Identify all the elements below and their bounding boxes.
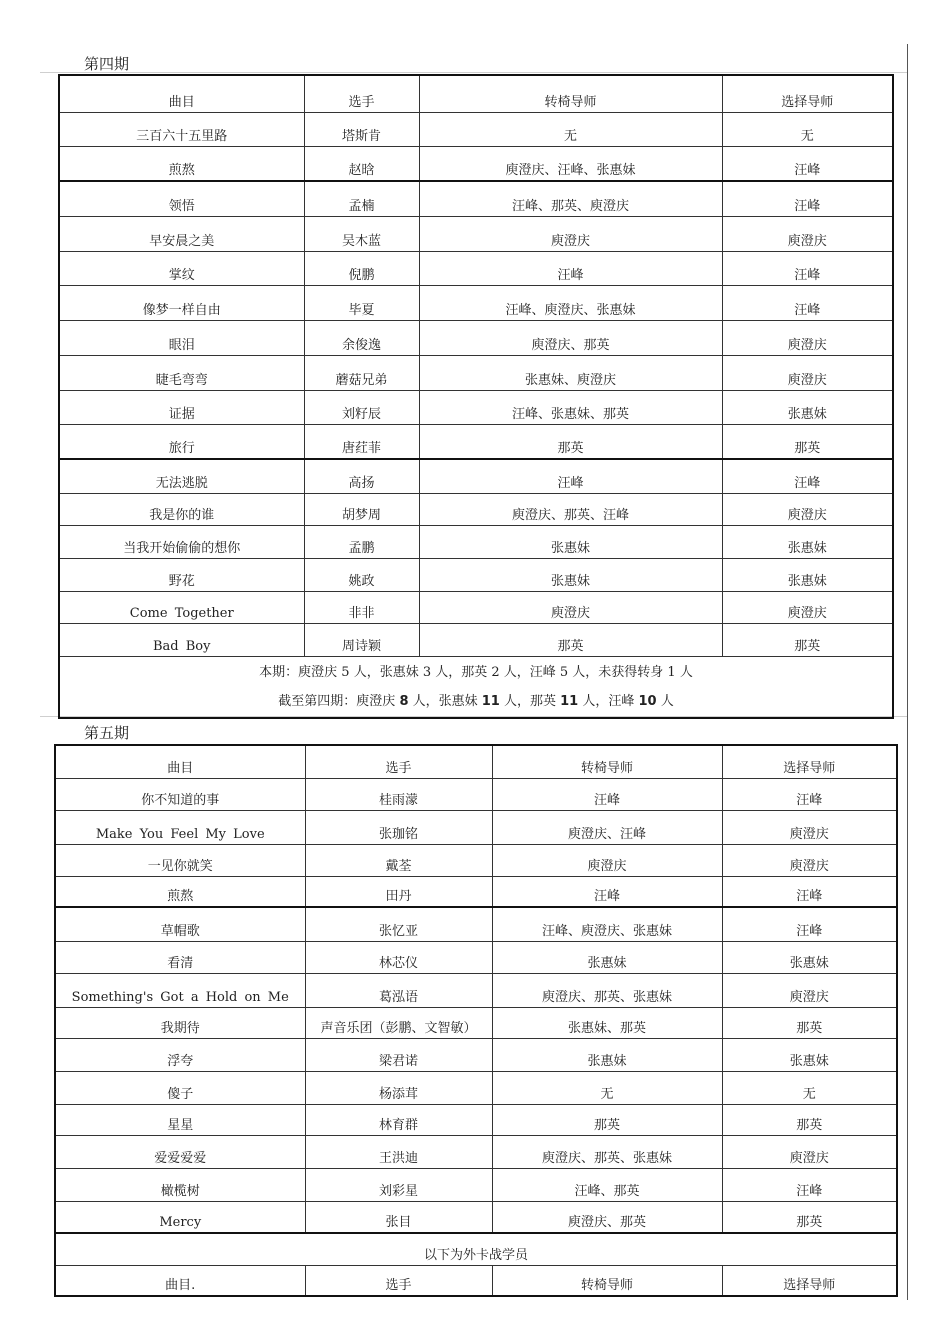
table-row (55, 844, 897, 876)
chosen-mentor-cell: 选择导师 (722, 745, 897, 778)
song-cell: 无法逃脱 (59, 459, 304, 493)
song-cell: 煎熬 (59, 146, 304, 181)
wildcard-header-row (55, 1265, 897, 1296)
summary-count: 8 (399, 693, 409, 709)
summary-text: 截至第四期：庾澄庆 (278, 693, 400, 709)
table-row (55, 1071, 897, 1104)
contestant-cell: 林育群 (305, 1104, 492, 1135)
table-row (55, 973, 897, 1007)
contestant-cell: 蘑菇兄弟 (304, 355, 419, 390)
table-row (59, 181, 893, 216)
wildcard-label-row (55, 1233, 897, 1265)
table-row (59, 112, 893, 146)
table-row (55, 1007, 897, 1038)
turned-mentors-cell: 汪峰 (419, 459, 722, 493)
turned-mentors-cell: 那英 (492, 1104, 722, 1135)
contestant-cell: 塔斯肯 (304, 112, 419, 146)
chosen-mentor-cell: 选择导师 (722, 1265, 897, 1296)
chosen-mentor-cell: 选择导师 (722, 75, 893, 112)
song-cell: 草帽歌 (55, 907, 305, 941)
contestant-cell: 桂雨濛 (305, 778, 492, 810)
summary-text: 人 (656, 693, 674, 709)
contestant-cell: 梁君诺 (305, 1038, 492, 1071)
chosen-mentor-cell: 那英 (722, 424, 893, 459)
song-cell: 橄榄树 (55, 1168, 305, 1201)
chosen-mentor-cell: 汪峰 (722, 778, 897, 810)
contestant-cell: 吴木蓝 (304, 216, 419, 251)
contestant-cell: 杨添茸 (305, 1071, 492, 1104)
turned-mentors-cell: 张惠妹 (492, 941, 722, 973)
song-cell: 像梦一样自由 (59, 285, 304, 320)
table-row (59, 320, 893, 355)
song-cell: 我是你的谁 (59, 493, 304, 525)
contestant-cell: 刘籽辰 (304, 390, 419, 424)
summary-this-episode: 本期：庾澄庆 5 人，张惠妹 3 人，那英 2 人，汪峰 5 人，未获得转身 1 人 (259, 664, 693, 680)
song-cell: 早安晨之美 (59, 216, 304, 251)
turned-mentors-cell: 庾澄庆、那英、张惠妹 (492, 973, 722, 1007)
table-row (59, 558, 893, 591)
table-row (59, 216, 893, 251)
table-row (59, 459, 893, 493)
contestant-cell: 赵晗 (304, 146, 419, 181)
song-cell: 曲目. (55, 1265, 305, 1296)
turned-mentors-cell: 张惠妹 (492, 1038, 722, 1071)
contestant-cell: 唐荭菲 (304, 424, 419, 459)
summary-row (59, 656, 893, 718)
episode-4-table (58, 74, 894, 719)
turned-mentors-cell: 无 (419, 112, 722, 146)
contestant-cell: 张忆亚 (305, 907, 492, 941)
song-cell: Bad Boy (59, 623, 304, 656)
song-cell: 煎熬 (55, 876, 305, 907)
song-cell: Come Together (59, 591, 304, 623)
chosen-mentor-cell: 张惠妹 (722, 525, 893, 558)
episode-5-table (54, 744, 898, 1297)
chosen-mentor-cell: 那英 (722, 623, 893, 656)
song-cell: 一见你就笑 (55, 844, 305, 876)
turned-mentors-cell: 转椅导师 (419, 75, 722, 112)
table-row (55, 1038, 897, 1071)
table-row (59, 355, 893, 390)
table-row (59, 251, 893, 285)
table-row (59, 525, 893, 558)
chosen-mentor-cell: 庾澄庆 (722, 1135, 897, 1168)
chosen-mentor-cell: 庾澄庆 (722, 493, 893, 525)
contestant-cell: 姚政 (304, 558, 419, 591)
summary-cell (59, 656, 893, 718)
contestant-cell: 高扬 (304, 459, 419, 493)
turned-mentors-cell: 汪峰、庾澄庆、张惠妹 (492, 907, 722, 941)
contestant-cell: 刘彩星 (305, 1168, 492, 1201)
page-edge-line (907, 44, 908, 1300)
contestant-cell: 戴荃 (305, 844, 492, 876)
contestant-cell: 葛泓语 (305, 973, 492, 1007)
contestant-cell: 毕夏 (304, 285, 419, 320)
table-header-row (55, 745, 897, 778)
song-cell: 掌纹 (59, 251, 304, 285)
table-row (59, 591, 893, 623)
turned-mentors-cell: 无 (492, 1071, 722, 1104)
table-row (59, 493, 893, 525)
contestant-cell: 选手 (305, 745, 492, 778)
chosen-mentor-cell: 庾澄庆 (722, 355, 893, 390)
song-cell: 我期待 (55, 1007, 305, 1038)
chosen-mentor-cell: 庾澄庆 (722, 320, 893, 355)
turned-mentors-cell: 汪峰、庾澄庆、张惠妹 (419, 285, 722, 320)
table-row (55, 1135, 897, 1168)
turned-mentors-cell: 庾澄庆 (419, 216, 722, 251)
summary-text: 人，那英 (499, 693, 561, 709)
contestant-cell: 张珈铭 (305, 810, 492, 844)
song-cell: Something's Got a Hold on Me (55, 973, 305, 1007)
song-cell: 傻子 (55, 1071, 305, 1104)
chosen-mentor-cell: 那英 (722, 1104, 897, 1135)
summary-count: 11 (560, 693, 579, 709)
song-cell: Make You Feel My Love (55, 810, 305, 844)
summary-count: 10 (638, 693, 657, 709)
table-row (55, 778, 897, 810)
table-row (59, 146, 893, 181)
turned-mentors-cell: 汪峰 (492, 778, 722, 810)
summary-text: 人，汪峰 (578, 693, 639, 709)
chosen-mentor-cell: 庾澄庆 (722, 973, 897, 1007)
song-cell: 你不知道的事 (55, 778, 305, 810)
summary-text: 人，张惠妹 (408, 693, 482, 709)
table-row (59, 623, 893, 656)
song-cell: 领悟 (59, 181, 304, 216)
section-title-4: 第四期 (84, 55, 130, 73)
chosen-mentor-cell: 庾澄庆 (722, 591, 893, 623)
song-cell: 睫毛弯弯 (59, 355, 304, 390)
turned-mentors-cell: 汪峰 (492, 876, 722, 907)
turned-mentors-cell: 汪峰 (419, 251, 722, 285)
contestant-cell: 余俊逸 (304, 320, 419, 355)
song-cell: 曲目 (55, 745, 305, 778)
turned-mentors-cell: 那英 (419, 424, 722, 459)
contestant-cell: 王洪迪 (305, 1135, 492, 1168)
table-row (59, 424, 893, 459)
table-row (55, 1201, 897, 1233)
chosen-mentor-cell: 汪峰 (722, 459, 893, 493)
contestant-cell: 张目 (305, 1201, 492, 1233)
turned-mentors-cell: 庾澄庆 (492, 844, 722, 876)
song-cell: Mercy (55, 1201, 305, 1233)
table-row (55, 876, 897, 907)
turned-mentors-cell: 转椅导师 (492, 1265, 722, 1296)
wildcard-label: 以下为外卡战学员 (55, 1233, 897, 1265)
turned-mentors-cell: 转椅导师 (492, 745, 722, 778)
table-row (59, 285, 893, 320)
chosen-mentor-cell: 庾澄庆 (722, 810, 897, 844)
turned-mentors-cell: 张惠妹、那英 (492, 1007, 722, 1038)
song-cell: 旅行 (59, 424, 304, 459)
song-cell: 曲目 (59, 75, 304, 112)
table-row (55, 810, 897, 844)
chosen-mentor-cell: 无 (722, 1071, 897, 1104)
song-cell: 证据 (59, 390, 304, 424)
contestant-cell: 声音乐团（彭鹏、文智敏） (305, 1007, 492, 1038)
song-cell: 眼泪 (59, 320, 304, 355)
contestant-cell: 周诗颖 (304, 623, 419, 656)
chosen-mentor-cell: 那英 (722, 1201, 897, 1233)
chosen-mentor-cell: 汪峰 (722, 251, 893, 285)
song-cell: 野花 (59, 558, 304, 591)
table-row (59, 390, 893, 424)
summary-count: 11 (481, 693, 500, 709)
song-cell: 爱爱爱爱 (55, 1135, 305, 1168)
turned-mentors-cell: 庾澄庆、汪峰、张惠妹 (419, 146, 722, 181)
chosen-mentor-cell: 那英 (722, 1007, 897, 1038)
turned-mentors-cell: 张惠妹、庾澄庆 (419, 355, 722, 390)
table-row (55, 1168, 897, 1201)
turned-mentors-cell: 庾澄庆、汪峰 (492, 810, 722, 844)
section-title-5: 第五期 (84, 724, 130, 742)
chosen-mentor-cell: 汪峰 (722, 907, 897, 941)
chosen-mentor-cell: 庾澄庆 (722, 216, 893, 251)
contestant-cell: 孟楠 (304, 181, 419, 216)
contestant-cell: 林芯仪 (305, 941, 492, 973)
turned-mentors-cell: 庾澄庆、那英 (492, 1201, 722, 1233)
chosen-mentor-cell: 无 (722, 112, 893, 146)
table-row (55, 1104, 897, 1135)
table-row (55, 941, 897, 973)
contestant-cell: 选手 (305, 1265, 492, 1296)
table-row (55, 907, 897, 941)
chosen-mentor-cell: 汪峰 (722, 285, 893, 320)
turned-mentors-cell: 张惠妹 (419, 558, 722, 591)
contestant-cell: 非非 (304, 591, 419, 623)
summary-cumulative (60, 687, 892, 716)
contestant-cell: 胡梦周 (304, 493, 419, 525)
chosen-mentor-cell: 汪峰 (722, 876, 897, 907)
chosen-mentor-cell: 张惠妹 (722, 558, 893, 591)
song-cell: 当我开始偷偷的想你 (59, 525, 304, 558)
chosen-mentor-cell: 张惠妹 (722, 390, 893, 424)
turned-mentors-cell: 汪峰、那英 (492, 1168, 722, 1201)
contestant-cell: 选手 (304, 75, 419, 112)
chosen-mentor-cell: 汪峰 (722, 146, 893, 181)
turned-mentors-cell: 庾澄庆、那英、张惠妹 (492, 1135, 722, 1168)
chosen-mentor-cell: 汪峰 (722, 1168, 897, 1201)
song-cell: 浮夸 (55, 1038, 305, 1071)
chosen-mentor-cell: 张惠妹 (722, 941, 897, 973)
contestant-cell: 田丹 (305, 876, 492, 907)
turned-mentors-cell: 庾澄庆、那英 (419, 320, 722, 355)
song-cell: 星星 (55, 1104, 305, 1135)
chosen-mentor-cell: 庾澄庆 (722, 844, 897, 876)
turned-mentors-cell: 庾澄庆 (419, 591, 722, 623)
turned-mentors-cell: 汪峰、张惠妹、那英 (419, 390, 722, 424)
table-header-row (59, 75, 893, 112)
turned-mentors-cell: 那英 (419, 623, 722, 656)
song-cell: 三百六十五里路 (59, 112, 304, 146)
turned-mentors-cell: 庾澄庆、那英、汪峰 (419, 493, 722, 525)
page-guide-line (40, 72, 908, 73)
turned-mentors-cell: 汪峰、那英、庾澄庆 (419, 181, 722, 216)
contestant-cell: 孟鹏 (304, 525, 419, 558)
turned-mentors-cell: 张惠妹 (419, 525, 722, 558)
chosen-mentor-cell: 张惠妹 (722, 1038, 897, 1071)
song-cell: 看清 (55, 941, 305, 973)
contestant-cell: 倪鹏 (304, 251, 419, 285)
chosen-mentor-cell: 汪峰 (722, 181, 893, 216)
